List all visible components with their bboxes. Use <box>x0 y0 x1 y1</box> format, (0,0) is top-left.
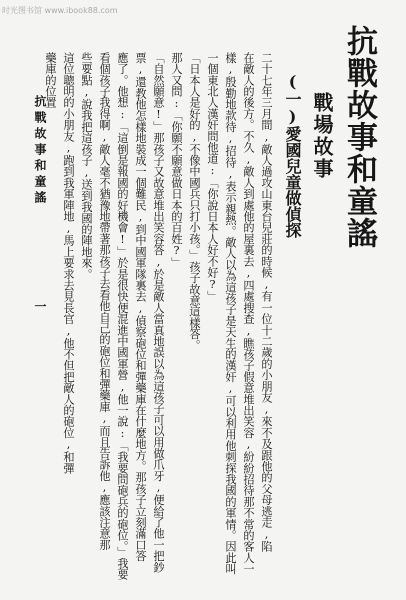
body-text-column: 在敵人的後方。不久,敵人到處他的屋裏去,四處搜查,瞧孩子假意堆出笑容,紛紛招待那不常的客人一 <box>242 52 255 575</box>
body-text-column: 這位聰明的小朋友,跑到我軍陣地,馬上要求去見長官,他不但把敵人的砲位,和彈 <box>62 52 75 474</box>
running-head: 抗戰故事和童謠 <box>33 95 47 207</box>
body-text-column: 些要點,說我把這孩子,送到我國的陣地來。 <box>80 52 93 280</box>
body-text-column: 一個東北人漢奸問他道:「你說日本人好不好?」 <box>206 52 219 302</box>
body-text-column: 看個孩子我得啊,敵人毫不猶豫地帶著那孩子去看他自己的砲位和彈藥庫,而且告訴他,應該注意那 <box>98 52 111 551</box>
body-text-column: 那人又問:「你願不願意做日本的百姓?」 <box>170 52 183 269</box>
body-text-column: 樣,殷勤地款待,招待,表示親熱。敵人以為這孩子是天生的漢奸,可以利用他刺探我國的軍情。因此叫 <box>224 52 237 575</box>
chapter-title: 戰場故事 <box>310 92 334 180</box>
body-text-column: 藥庫的位置 <box>44 52 57 108</box>
book-title: 抗戰故事和童謠 <box>341 25 377 249</box>
body-text-column: 「日本人是好的,不像中國兵只打小孩。」孩子故意這樣答。 <box>188 52 201 351</box>
body-text-column: 二十七年三月間,敵人過攻山東台兒莊的時候,有一位十二歲的小朋友,來不及跟他的父母逃走,陷 <box>260 52 273 552</box>
body-text-column: 票,還教他怎樣地裝成一個難民,到中國軍隊裏去,偵察砲位和彈藥庫在什麼地方。那孩子立刻滿口答 <box>134 52 147 562</box>
watermark: 时光图书馆 www.ibook88.com <box>2 6 118 15</box>
body-text-column: 應了。他想:「這倒是報國的好機會!」於是很快便混進中國軍營,他一說:「我要問砲兵的砲位。」我要 <box>116 52 129 580</box>
page-number: 一 <box>33 300 47 312</box>
body-text-column: 「自然願意!」那孩子又故意堆出笑容答,於是敵人當真地誤以為這孩子可以用做爪牙,便給了他一把鈔 <box>152 52 165 573</box>
section-heading: (一)愛國兒童做偵探 <box>283 72 302 238</box>
